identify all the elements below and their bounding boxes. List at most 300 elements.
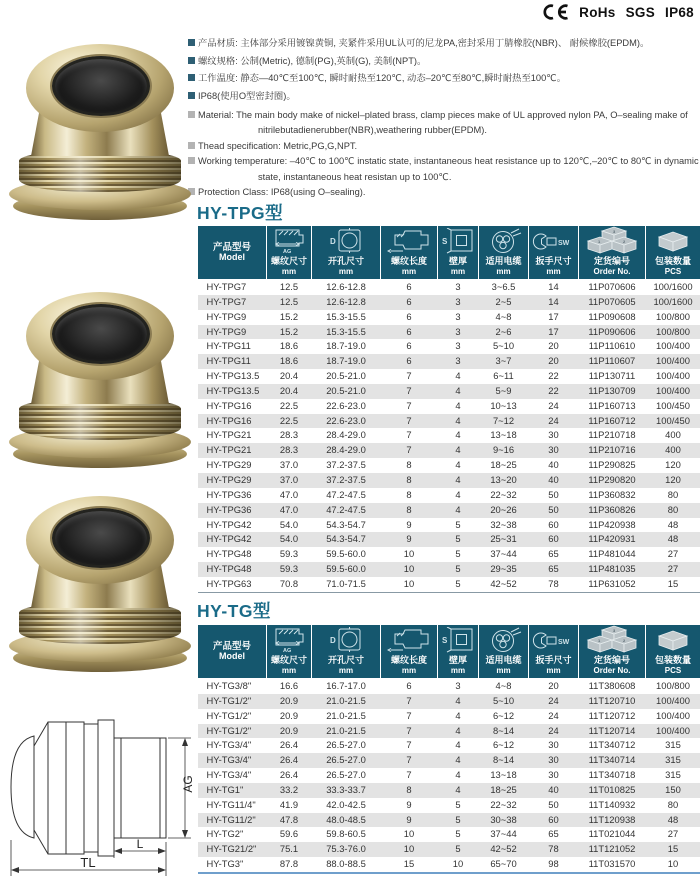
cell-bore-size: 88.0-88.5: [312, 857, 381, 873]
cell-thread-size: 18.6: [267, 339, 312, 354]
cell-model: HY-TPG42: [198, 532, 267, 547]
cell-packing-qty: 48: [646, 532, 700, 547]
cell-order-no: 11P070605: [579, 295, 646, 310]
certification-bar: [542, 4, 694, 20]
cell-packing-qty: 120: [646, 473, 700, 488]
cell-thread-size: 70.8: [267, 577, 312, 592]
bullet-item: [188, 154, 700, 185]
cell-model: HY-TPG42: [198, 518, 267, 533]
cell-cable-range: 37~44: [479, 827, 529, 842]
cell-order-no: 11P130711: [579, 369, 646, 384]
column-header-thread-size: [267, 625, 312, 679]
column-unit: Model: [198, 253, 266, 263]
product-photo-3: [7, 492, 193, 678]
cell-cable-range: 5~10: [479, 339, 529, 354]
cell-thread-size: 37.0: [267, 473, 312, 488]
bullet-item: [188, 139, 700, 154]
cell-packing-qty: 100/1600: [646, 295, 700, 310]
cell-cable-range: 8~14: [479, 753, 529, 768]
cell-model: HY-TPG11: [198, 339, 267, 354]
cell-wrench-size: 65: [529, 547, 579, 562]
cell-order-no: 11P420938: [579, 518, 646, 533]
cell-thread-length: 9: [381, 798, 438, 813]
column-label: 壁厚: [438, 256, 478, 267]
cell-model: HY-TPG9: [198, 310, 267, 325]
column-unit: mm: [381, 666, 437, 679]
svg-text:SW: SW: [558, 639, 570, 646]
cell-cable-range: 2~5: [479, 295, 529, 310]
table-row: [198, 724, 700, 739]
cell-wall-thickness: 4: [438, 488, 479, 503]
cell-cable-range: 7~12: [479, 414, 529, 429]
column-label: 包装数量: [646, 655, 700, 666]
cell-thread-size: 15.2: [267, 325, 312, 340]
column-header-thread-length: [381, 625, 438, 679]
bullet-text: 螺纹规格: 公制(Metric), 德制(PG),英制(G), 美制(NPT)。: [198, 56, 426, 66]
cell-thread-size: 26.4: [267, 738, 312, 753]
cell-model: HY-TG21/2": [198, 842, 267, 857]
cell-bore-size: 48.0-48.5: [312, 813, 381, 828]
cell-order-no: 11P210716: [579, 443, 646, 458]
cell-thread-size: 16.6: [267, 679, 312, 694]
cell-packing-qty: 80: [646, 798, 700, 813]
cell-bore-size: 26.5-27.0: [312, 768, 381, 783]
svg-text:D: D: [330, 636, 336, 645]
table-row: [198, 354, 700, 369]
cell-cable-range: 29~35: [479, 562, 529, 577]
carton-icon: [646, 228, 700, 256]
cell-thread-size: 59.3: [267, 562, 312, 577]
cell-model: HY-TG3/4": [198, 753, 267, 768]
column-header-thread-size: [267, 226, 312, 280]
cell-wall-thickness: 3: [438, 679, 479, 694]
cell-packing-qty: 400: [646, 443, 700, 458]
cell-model: HY-TPG21: [198, 443, 267, 458]
carton-icon: [646, 627, 700, 655]
cell-cable-range: 18~25: [479, 783, 529, 798]
cell-wrench-size: 24: [529, 414, 579, 429]
bullet-item: [188, 185, 700, 200]
cell-bore-size: 22.6-23.0: [312, 414, 381, 429]
cell-wrench-size: 50: [529, 488, 579, 503]
cell-cable-range: 30~38: [479, 813, 529, 828]
cell-thread-size: 33.2: [267, 783, 312, 798]
table-row: [198, 709, 700, 724]
cell-wrench-size: 14: [529, 295, 579, 310]
cell-bore-size: 18.7-19.0: [312, 339, 381, 354]
cell-order-no: 11P631052: [579, 577, 646, 592]
column-label: 扳手尺寸: [529, 655, 578, 666]
cell-thread-length: 15: [381, 857, 438, 873]
cell-wrench-size: 20: [529, 354, 579, 369]
cell-order-no: 11P160712: [579, 414, 646, 429]
cell-thread-length: 7: [381, 768, 438, 783]
cell-packing-qty: 27: [646, 827, 700, 842]
table-row: [198, 827, 700, 842]
cell-wrench-size: 98: [529, 857, 579, 873]
cert-label-ip68: IP68: [665, 5, 694, 20]
column-unit: mm: [267, 267, 311, 280]
cell-thread-length: 8: [381, 783, 438, 798]
cell-model: HY-TG3/4": [198, 768, 267, 783]
thread-length-icon: [381, 228, 437, 256]
cell-bore-size: 26.5-27.0: [312, 738, 381, 753]
cell-order-no: 11P481035: [579, 562, 646, 577]
cell-wrench-size: 60: [529, 532, 579, 547]
column-label: 包装数量: [646, 256, 700, 267]
cell-bore-size: 15.3-15.5: [312, 310, 381, 325]
cell-cable-range: 13~18: [479, 428, 529, 443]
cell-thread-size: 20.4: [267, 384, 312, 399]
table-row: [198, 577, 700, 592]
cell-order-no: 11T121052: [579, 842, 646, 857]
cell-bore-size: 20.5-21.0: [312, 384, 381, 399]
column-label: 扳手尺寸: [529, 256, 578, 267]
svg-text:AG: AG: [283, 648, 291, 654]
cell-packing-qty: 400: [646, 428, 700, 443]
cell-cable-range: 42~52: [479, 577, 529, 592]
cell-model: HY-TPG7: [198, 280, 267, 295]
cell-model: HY-TG3": [198, 857, 267, 873]
cell-cable-range: 65~70: [479, 857, 529, 873]
column-header-thread-length: [381, 226, 438, 280]
cell-wall-thickness: 5: [438, 577, 479, 592]
column-unit: Order No.: [579, 666, 645, 679]
cell-wall-thickness: 5: [438, 813, 479, 828]
cell-packing-qty: 315: [646, 738, 700, 753]
cell-cable-range: 22~32: [479, 488, 529, 503]
cell-thread-size: 22.5: [267, 414, 312, 429]
cell-bore-size: 20.5-21.0: [312, 369, 381, 384]
cable-icon: [479, 228, 528, 256]
cell-thread-length: 6: [381, 354, 438, 369]
column-header-wrench-size: [529, 226, 579, 280]
svg-text:S: S: [442, 636, 448, 645]
table-row: [198, 562, 700, 577]
column-header-cable-range: [479, 226, 529, 280]
column-label: 螺纹尺寸: [267, 655, 311, 666]
cell-model: HY-TG1": [198, 783, 267, 798]
cell-cable-range: 9~16: [479, 443, 529, 458]
cell-wrench-size: 22: [529, 384, 579, 399]
column-header-bore-size: [312, 226, 381, 280]
cell-packing-qty: 100/400: [646, 709, 700, 724]
cell-wall-thickness: 3: [438, 295, 479, 310]
cell-order-no: 11P130709: [579, 384, 646, 399]
cell-cable-range: 2~6: [479, 325, 529, 340]
cell-wall-thickness: 3: [438, 310, 479, 325]
cell-thread-size: 59.3: [267, 547, 312, 562]
column-unit: mm: [267, 666, 311, 679]
table-row: [198, 280, 700, 295]
bore-diameter-icon: [312, 627, 380, 655]
column-unit: Model: [198, 652, 266, 662]
cell-bore-size: 28.4-29.0: [312, 428, 381, 443]
bullet-item: [188, 70, 700, 88]
cell-thread-size: 75.1: [267, 842, 312, 857]
cell-thread-length: 10: [381, 577, 438, 592]
cell-model: HY-TG1/2": [198, 694, 267, 709]
table-row: [198, 532, 700, 547]
svg-text:1: 1: [598, 239, 601, 244]
cell-bore-size: 59.5-60.0: [312, 562, 381, 577]
column-unit: mm: [529, 267, 578, 280]
cell-packing-qty: 100/400: [646, 724, 700, 739]
thread-gauge-icon: [267, 627, 311, 655]
cell-thread-length: 6: [381, 679, 438, 694]
bore-diameter-icon: [312, 228, 380, 256]
cell-packing-qty: 315: [646, 753, 700, 768]
cell-order-no: 11T120938: [579, 813, 646, 828]
cell-bore-size: 12.6-12.8: [312, 280, 381, 295]
cell-packing-qty: 100/450: [646, 414, 700, 429]
cell-cable-range: 13~20: [479, 473, 529, 488]
cell-wall-thickness: 4: [438, 399, 479, 414]
column-unit: mm: [438, 666, 478, 679]
svg-text:2: 2: [623, 239, 626, 244]
cell-thread-length: 7: [381, 443, 438, 458]
cell-wall-thickness: 4: [438, 369, 479, 384]
cell-order-no: 11P160713: [579, 399, 646, 414]
cell-model: HY-TPG13.5: [198, 369, 267, 384]
cell-bore-size: 21.0-21.5: [312, 724, 381, 739]
cell-order-no: 11P070606: [579, 280, 646, 295]
cell-wall-thickness: 4: [438, 694, 479, 709]
cell-bore-size: 18.7-19.0: [312, 354, 381, 369]
bullet-item: [188, 35, 700, 53]
cable-icon: [479, 627, 528, 655]
cell-bore-size: 59.5-60.0: [312, 547, 381, 562]
ce-mark-icon: [542, 4, 569, 20]
cell-bore-size: 15.3-15.5: [312, 325, 381, 340]
cell-cable-range: 3~7: [479, 354, 529, 369]
bullet-item: [188, 108, 700, 139]
cell-wrench-size: 22: [529, 369, 579, 384]
table-row: [198, 857, 700, 873]
column-label: 定货编号: [579, 655, 645, 666]
cell-wrench-size: 60: [529, 518, 579, 533]
cell-model: HY-TPG13.5: [198, 384, 267, 399]
column-label: 开孔尺寸: [312, 655, 380, 666]
cell-wrench-size: 24: [529, 399, 579, 414]
table-row: [198, 428, 700, 443]
cell-packing-qty: 100/800: [646, 325, 700, 340]
cell-wall-thickness: 3: [438, 325, 479, 340]
carton-stack-icon: [579, 228, 645, 256]
table-row: [198, 339, 700, 354]
cell-bore-size: 22.6-23.0: [312, 399, 381, 414]
cell-thread-length: 7: [381, 384, 438, 399]
cell-wall-thickness: 4: [438, 473, 479, 488]
cell-thread-size: 41.9: [267, 798, 312, 813]
cell-packing-qty: 100/400: [646, 339, 700, 354]
table-row: [198, 325, 700, 340]
column-unit: Order No.: [579, 267, 645, 280]
column-header-wall-thickness: [438, 625, 479, 679]
table-row: [198, 679, 700, 694]
cell-thread-length: 10: [381, 827, 438, 842]
cell-order-no: 11P420931: [579, 532, 646, 547]
column-unit: mm: [312, 666, 380, 679]
dim-label-l: L: [137, 837, 144, 851]
cell-thread-length: 9: [381, 532, 438, 547]
cell-thread-size: 54.0: [267, 532, 312, 547]
column-label: 螺纹长度: [381, 256, 437, 267]
cell-packing-qty: 315: [646, 768, 700, 783]
table-row: [198, 798, 700, 813]
cell-order-no: 11T340714: [579, 753, 646, 768]
cell-wall-thickness: 4: [438, 428, 479, 443]
cell-bore-size: 59.8-60.5: [312, 827, 381, 842]
cell-packing-qty: 15: [646, 842, 700, 857]
cell-thread-length: 10: [381, 562, 438, 577]
cell-wrench-size: 50: [529, 798, 579, 813]
cell-thread-length: 7: [381, 753, 438, 768]
cell-wall-thickness: 5: [438, 827, 479, 842]
cell-model: HY-TPG29: [198, 473, 267, 488]
column-unit: mm: [438, 267, 478, 280]
cell-bore-size: 28.4-29.0: [312, 443, 381, 458]
cell-thread-length: 6: [381, 339, 438, 354]
cell-thread-size: 59.6: [267, 827, 312, 842]
cell-order-no: 11P210718: [579, 428, 646, 443]
table-row: [198, 547, 700, 562]
table-row: [198, 310, 700, 325]
cell-wrench-size: 17: [529, 310, 579, 325]
column-header-wall-thickness: [438, 226, 479, 280]
bullet-text: Thead specification: Metric,PG,G,NPT.: [198, 141, 357, 151]
cell-thread-size: 20.9: [267, 709, 312, 724]
cell-bore-size: 21.0-21.5: [312, 694, 381, 709]
cell-packing-qty: 100/400: [646, 354, 700, 369]
cell-order-no: 11P090606: [579, 325, 646, 340]
table-row: [198, 813, 700, 828]
cell-cable-range: 10~13: [479, 399, 529, 414]
bullet-text: IP68(使用O型密封圈)。: [198, 91, 296, 101]
cell-cable-range: 6~12: [479, 738, 529, 753]
cell-thread-size: 28.3: [267, 428, 312, 443]
cell-order-no: 11T120710: [579, 694, 646, 709]
column-header-order-no: [579, 625, 646, 679]
cell-cable-range: 4~8: [479, 310, 529, 325]
cell-thread-size: 47.8: [267, 813, 312, 828]
bullet-item: [188, 53, 700, 71]
cell-wrench-size: 30: [529, 768, 579, 783]
bullet-item: [188, 88, 700, 106]
cell-cable-range: 18~25: [479, 458, 529, 473]
cell-order-no: 11P090608: [579, 310, 646, 325]
column-header-model: [198, 625, 267, 679]
cell-packing-qty: 100/400: [646, 694, 700, 709]
cell-cable-range: 4~8: [479, 679, 529, 694]
cell-thread-length: 10: [381, 547, 438, 562]
cell-model: HY-TG11/2": [198, 813, 267, 828]
cell-thread-size: 20.4: [267, 369, 312, 384]
table-row: [198, 414, 700, 429]
svg-text:S: S: [442, 237, 448, 246]
bullet-text: Protection Class: IP68(using O–sealing).: [198, 187, 365, 197]
cell-thread-size: 20.9: [267, 694, 312, 709]
cell-wall-thickness: 4: [438, 384, 479, 399]
cell-thread-length: 8: [381, 503, 438, 518]
cell-wrench-size: 17: [529, 325, 579, 340]
cell-packing-qty: 150: [646, 783, 700, 798]
svg-text:1: 1: [598, 638, 601, 643]
cell-model: HY-TPG16: [198, 399, 267, 414]
cell-model: HY-TPG16: [198, 414, 267, 429]
cell-thread-length: 6: [381, 310, 438, 325]
cell-packing-qty: 100/800: [646, 679, 700, 694]
table-row: [198, 783, 700, 798]
cell-thread-length: 7: [381, 428, 438, 443]
cell-thread-length: 7: [381, 724, 438, 739]
cell-order-no: 11T380608: [579, 679, 646, 694]
table-row: [198, 842, 700, 857]
spec-table-hy-tg: [197, 624, 700, 874]
cell-bore-size: 33.3-33.7: [312, 783, 381, 798]
cell-wrench-size: 30: [529, 428, 579, 443]
cell-model: HY-TPG29: [198, 458, 267, 473]
cell-bore-size: 26.5-27.0: [312, 753, 381, 768]
cell-order-no: 11T140932: [579, 798, 646, 813]
column-unit: PCS: [646, 267, 700, 280]
cell-cable-range: 25~31: [479, 532, 529, 547]
column-label: 定货编号: [579, 256, 645, 267]
cell-wall-thickness: 5: [438, 842, 479, 857]
cell-packing-qty: 27: [646, 562, 700, 577]
column-unit: mm: [529, 666, 578, 679]
cell-packing-qty: 15: [646, 577, 700, 592]
cell-wrench-size: 30: [529, 443, 579, 458]
cell-thread-size: 20.9: [267, 724, 312, 739]
table-row: [198, 384, 700, 399]
cell-packing-qty: 100/1600: [646, 280, 700, 295]
wall-thickness-icon: [438, 627, 478, 655]
table-row: [198, 295, 700, 310]
svg-text:SW: SW: [558, 240, 570, 247]
cell-order-no: 11P360826: [579, 503, 646, 518]
cell-cable-range: 13~18: [479, 768, 529, 783]
cell-wrench-size: 30: [529, 753, 579, 768]
table-title-hy-tg: HY-TG型: [197, 598, 271, 623]
cell-bore-size: 12.6-12.8: [312, 295, 381, 310]
cell-thread-length: 7: [381, 399, 438, 414]
svg-text:2: 2: [623, 638, 626, 643]
column-label: 适用电缆: [479, 256, 528, 267]
cell-bore-size: 54.3-54.7: [312, 518, 381, 533]
cell-packing-qty: 100/800: [646, 310, 700, 325]
cell-cable-range: 42~52: [479, 842, 529, 857]
cell-cable-range: 37~44: [479, 547, 529, 562]
cell-packing-qty: 100/400: [646, 369, 700, 384]
cell-order-no: 11T340712: [579, 738, 646, 753]
table-title-hy-tpg: HY-TPG型: [197, 200, 283, 225]
cell-wall-thickness: 5: [438, 547, 479, 562]
dim-label-ag: AG: [181, 775, 195, 792]
column-header-bore-size: [312, 625, 381, 679]
cert-label-sgs: SGS: [626, 5, 655, 20]
cell-wall-thickness: 4: [438, 443, 479, 458]
cell-model: HY-TG3/8": [198, 679, 267, 694]
cell-thread-length: 7: [381, 414, 438, 429]
svg-text:3: 3: [613, 628, 616, 633]
column-label: 螺纹尺寸: [267, 256, 311, 267]
cell-wrench-size: 40: [529, 473, 579, 488]
column-header-packing-qty: [646, 226, 700, 280]
cell-thread-length: 8: [381, 473, 438, 488]
wrench-icon: [529, 627, 578, 655]
cell-packing-qty: 120: [646, 458, 700, 473]
